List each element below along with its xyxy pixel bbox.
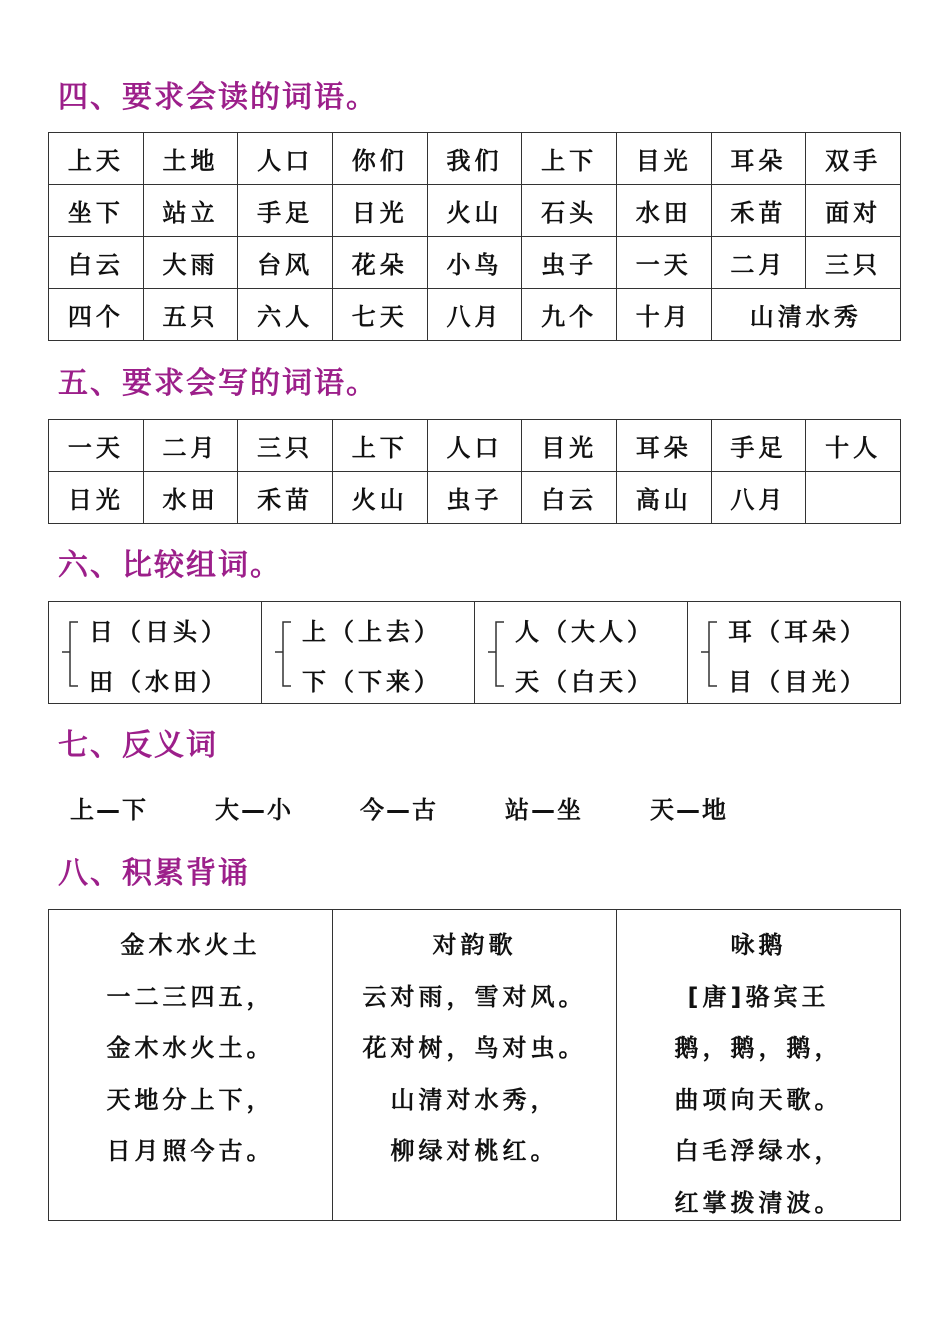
poem: [617, 910, 900, 1220]
poem-line: 白毛浮绿水，: [674, 1137, 843, 1165]
table-row: [49, 133, 901, 185]
word-cell: 白云: [49, 237, 144, 289]
word-cell: 上下: [522, 133, 617, 185]
antonym-pair: 天—地: [650, 796, 728, 824]
poem-author: [唐]骆宾王: [687, 982, 830, 1011]
poem-line: 山清对水秀，: [390, 1085, 559, 1114]
word-cell: 八月: [427, 289, 522, 341]
write-words-table: [48, 419, 901, 524]
word-cell: 虫子: [522, 237, 617, 289]
word-cell: [806, 472, 901, 524]
word-cell: 山清水秀: [711, 289, 900, 341]
word-cell: 水田: [616, 185, 711, 237]
poem: [49, 910, 333, 1220]
word-cell: 六人: [238, 289, 333, 341]
poem-line: 一二三四五，: [106, 982, 275, 1011]
brace-icon: [487, 620, 505, 688]
antonym-list: [70, 790, 795, 825]
word-cell: 白云: [522, 472, 617, 524]
compare-word-bottom: 天（白天）: [515, 668, 655, 696]
word-cell: 一天: [49, 420, 144, 472]
word-cell: 目光: [522, 420, 617, 472]
word-cell: 我们: [427, 133, 522, 185]
poem-line: 柳绿对桃红。: [390, 1137, 559, 1165]
compare-word-top: 上（上去）: [302, 618, 442, 646]
compare-group: [475, 602, 688, 703]
word-cell: 禾苗: [711, 185, 806, 237]
word-cell: 石头: [522, 185, 617, 237]
poem-line: 天地分上下，: [106, 1085, 275, 1114]
word-cell: 高山: [616, 472, 711, 524]
word-cell: 手足: [711, 420, 806, 472]
compare-group: [262, 602, 475, 703]
word-cell: 站立: [143, 185, 238, 237]
word-cell: 耳朵: [711, 133, 806, 185]
compare-table: [48, 601, 901, 704]
compare-group: [49, 602, 262, 703]
word-cell: 人口: [238, 133, 333, 185]
compare-group: [688, 602, 900, 703]
brace-icon: [274, 620, 292, 688]
word-cell: 三只: [806, 237, 901, 289]
table-row: [49, 289, 901, 341]
poem-line: 云对雨，雪对风。: [362, 982, 587, 1011]
poem-table: [48, 909, 901, 1221]
word-cell: 小鸟: [427, 237, 522, 289]
poem-line: 金木水火土。: [106, 1034, 275, 1062]
word-cell: 九个: [522, 289, 617, 341]
compare-word-bottom: 田（水田）: [89, 668, 229, 696]
brace-icon: [61, 620, 79, 688]
antonym-pair: 站—坐: [505, 796, 583, 824]
word-cell: 五只: [143, 289, 238, 341]
compare-word-bottom: 目（目光）: [728, 668, 868, 696]
word-cell: 禾苗: [238, 472, 333, 524]
word-cell: 火山: [427, 185, 522, 237]
word-cell: 二月: [711, 237, 806, 289]
antonym-pair: 上—下: [70, 796, 148, 824]
poem-line: 曲项向天歌。: [674, 1085, 843, 1114]
word-cell: 上下: [332, 420, 427, 472]
table-row: [49, 185, 901, 237]
word-cell: 土地: [143, 133, 238, 185]
word-cell: 耳朵: [616, 420, 711, 472]
poem-line: 日月照今古。: [106, 1137, 275, 1165]
word-cell: 一天: [616, 237, 711, 289]
section-compare-title: 六、比较组词。: [58, 548, 282, 583]
word-cell: 八月: [711, 472, 806, 524]
compare-word-top: 日（日头）: [89, 618, 229, 646]
word-cell: 七天: [332, 289, 427, 341]
word-cell: 上天: [49, 133, 144, 185]
word-cell: 台风: [238, 237, 333, 289]
section-write-title: 五、要求会写的词语。: [58, 366, 378, 401]
poem-line: 红掌拨清波。: [674, 1188, 843, 1217]
word-cell: 手足: [238, 185, 333, 237]
word-cell: 目光: [616, 133, 711, 185]
section-recite-title: 八、积累背诵: [58, 856, 250, 891]
word-cell: 虫子: [427, 472, 522, 524]
brace-icon: [700, 620, 718, 688]
antonym-pair: 大—小: [215, 796, 293, 824]
section-read-title: 四、要求会读的词语。: [58, 80, 378, 115]
poem: [333, 910, 617, 1220]
compare-word-bottom: 下（下来）: [302, 668, 442, 696]
word-cell: 十月: [616, 289, 711, 341]
section-antonyms-title: 七、反义词: [58, 728, 218, 763]
table-row: [49, 472, 901, 524]
read-words-table: [48, 132, 901, 341]
word-cell: 你们: [332, 133, 427, 185]
word-cell: 水田: [143, 472, 238, 524]
table-row: [49, 420, 901, 472]
word-cell: 花朵: [332, 237, 427, 289]
word-cell: 双手: [806, 133, 901, 185]
poem-title: 对韵歌: [432, 931, 517, 959]
poem-title: 金木水火土: [120, 931, 261, 959]
compare-word-top: 人（大人）: [515, 618, 655, 646]
poem-line: 花对树，鸟对虫。: [362, 1034, 587, 1062]
compare-word-top: 耳（耳朵）: [728, 618, 868, 646]
poem-line: 鹅，鹅，鹅，: [674, 1034, 843, 1062]
word-cell: 四个: [49, 289, 144, 341]
antonym-pair: 今—古: [360, 796, 438, 824]
word-cell: 火山: [332, 472, 427, 524]
word-cell: 十人: [806, 420, 901, 472]
word-cell: 坐下: [49, 185, 144, 237]
word-cell: 面对: [806, 185, 901, 237]
word-cell: 人口: [427, 420, 522, 472]
word-cell: 日光: [332, 185, 427, 237]
poem-title: 咏鹅: [730, 931, 787, 959]
table-row: [49, 237, 901, 289]
word-cell: 日光: [49, 472, 144, 524]
word-cell: 大雨: [143, 237, 238, 289]
word-cell: 二月: [143, 420, 238, 472]
word-cell: 三只: [238, 420, 333, 472]
